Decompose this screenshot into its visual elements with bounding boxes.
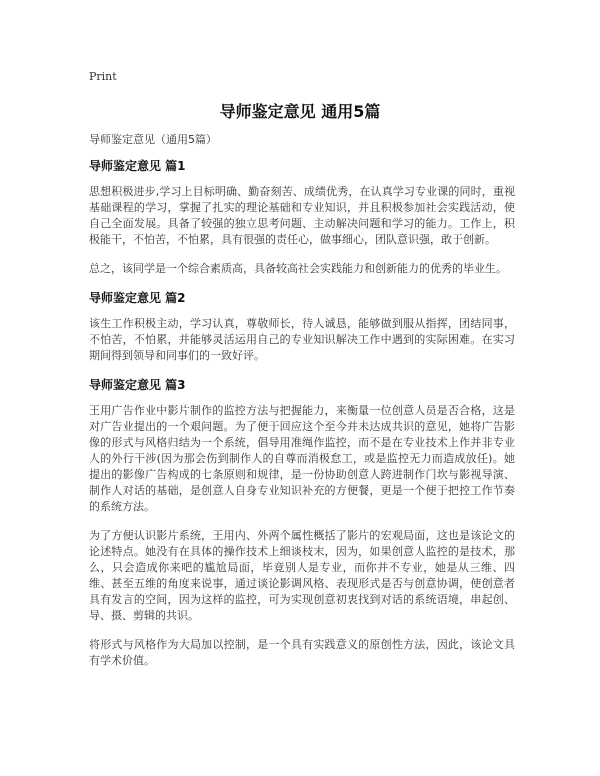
section-3-paragraph-3: 将形式与风格作为大局加以控制，是一个具有实践意义的原创性方法，因此，该论文具有学术价值。 <box>89 638 515 667</box>
section-heading-2: 导师鉴定意见 篇2 <box>89 291 186 305</box>
section-heading-1: 导师鉴定意见 篇1 <box>89 159 186 173</box>
section-3-paragraph-2: 为了方便认识影片系统，王用内、外两个属性概括了影片的宏观局面，这也是该论文的论述特点。她没有在具体的操作技术上细谈枝末，因为，如果创意人监控的是技术，那么，只会造成你来吧的尴尬局面，毕竟别人是专业，而你并不专业，她是从三维、四维、甚至五维的角度来说事，通过谈论影调风格、表现形式是否与创意协调，使创意者具有发言的空间，因为这样的监控，可为实现创意初衷找到对话的系统语境，串起创、导、摄、剪辑的共识。 <box>89 529 515 622</box>
section-heading-3: 导师鉴定意见 篇3 <box>89 378 186 392</box>
document-subtitle: 导师鉴定意见（通用5篇） <box>89 133 217 146</box>
section-1-paragraph-2: 总之，该同学是一个综合素质高，具备较高社会实践能力和创新能力的优秀的毕业生。 <box>89 262 507 275</box>
document-body <box>89 132 515 682</box>
page-title: 导师鉴定意见 通用5篇 <box>219 102 381 121</box>
print-label: Print <box>89 70 117 83</box>
section-1-paragraph-1: 思想积极进步,学习上目标明确、勤奋刻苦、成绩优秀，在认真学习专业课的同时，重视基础课程的学习，掌握了扎实的理论基础和专业知识，并且积极参加社会实践活动，使自己全面发展。具备了较强的独立思考问题、主动解决问题和学习的能力。工作上，积极能干，不怕苦，不怕累，具有很强的责任心，做事细心，团队意识强，敢于创新。 <box>89 185 515 246</box>
section-2-paragraph-1: 该生工作积极主动，学习认真，尊敬师长，待人诚恳，能够做到服从指挥，团结同事，不怕苦，不怕累，并能够灵活运用自己的专业知识解决工作中遇到的实际困难。在实习期间得到领导和同事们的一致好评。 <box>89 317 515 362</box>
section-3-paragraph-1: 王用广告作业中影片制作的监控方法与把握能力，来衡量一位创意人员是否合格，这是对广告业提出的一个艰问题。为了便于回应这个至今并未达成共识的意见，她将广告影像的形式与风格归结为一个系统，倡导用准绳作监控，而不是在专业技术上作并非专业人的外行干涉(因为那会伤到制作人的自尊而消极怠工，或是监控无力而造成放任)。她提出的影像广告构成的七条原则和规律，是一份协助创意人跨进制作门坎与影视导演、制作人对话的基础，是创意人自身专业知识补充的方便餐，更是一个便于把控工作节奏的系统方法。 <box>89 404 515 513</box>
